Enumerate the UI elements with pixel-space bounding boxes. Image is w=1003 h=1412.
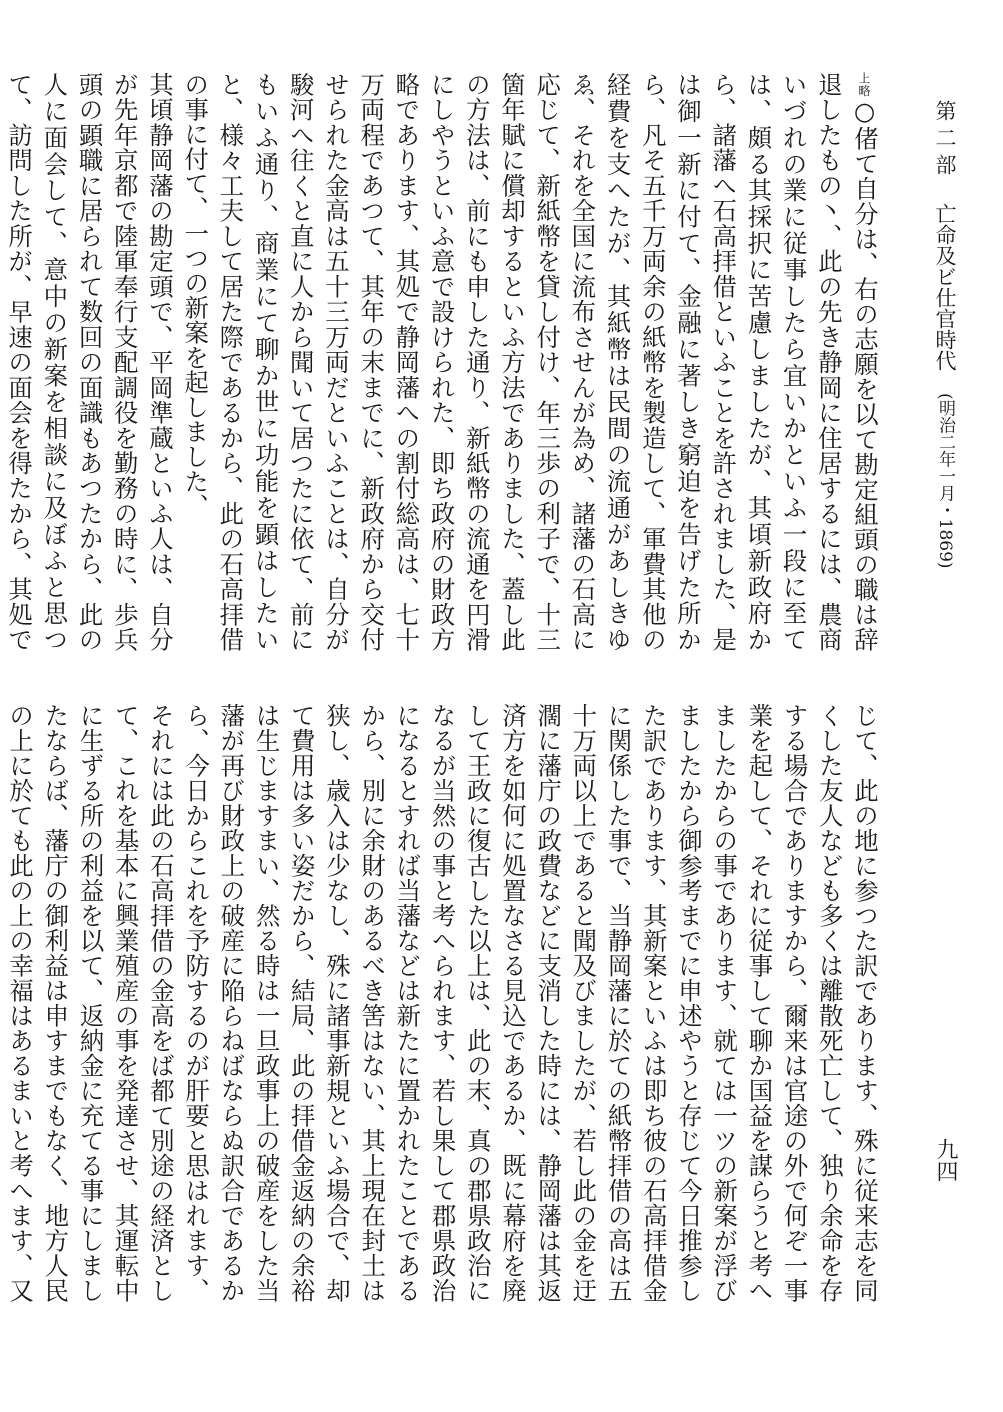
- running-header: [912, 100, 960, 640]
- chapter-title: 亡命及ビ仕官時代: [933, 203, 957, 371]
- paragraph: 其頃静岡藩の勘定頭で、平岡準蔵といふ人は、自分が先年京都で陸軍奉行支配調役を勤務の時に、歩兵頭の顕職に居られて数回の面識もあつたから、此の人に面会して、意中の新案を相談に及ぼふと思つて、訪問した所が、早速の面会を得たから、其処で: [4, 72, 174, 652]
- text-block-lower: [5, 703, 882, 1303]
- paragraph: じて、此の地に参つた訳であります、殊に従来志を同くした友人なども多くは離散死亡して、独り余命を存する場合でありますから、爾来は官途の外で何ぞ一事業を起して、それに従事して聊か国益を謀らうと考へましたからの事であります、就ては一ツの新案が浮びましたから御参考までに申述やうと存じて今日推参した訳であります、其新案といふは即ち彼の石高拝借金に関係した事で、当静岡藩に於ての紙幣拝借の高は五十万両以上であると聞及びましたが、若し此の金を迂濶に藩庁の政費などに支消した時には、静岡藩は其返済方を如何に処置なさる見込であるか、既に幕府を廃して王政に復古した以上は、此の末、真の郡県政治になるが当然の事と考へられます、若し果して郡県政治になるとすれば当藩などは新たに置かれたことであるから、別に余財のあるべき筈はない、其上現在封土は狭し、歳入は少なし、殊に諸事新規といふ場合で、却て費用は多い姿だから、結局、此の拝借金返納の余裕は生じますまい、然る時は一旦政事上の破産をした当藩が再び財政上の破産に陥らねばならぬ訳合であるから、今日からこれを予防するのが肝要と思はれます、それには此の石高拝借の金高をば都て別途の経済として、これを基本に興業殖産の事を発達させ、其運転中に生ずる所の利益を以て、返納金に充てる事にしましたならば、藩庁の御利益は申すまでもなく、地方人民の上に於ても此の上の幸福はあるまいと考へます、又: [5, 703, 879, 1303]
- omission-note: 上略: [857, 72, 871, 97]
- text-block-upper: [4, 72, 882, 653]
- page-number: 九四: [933, 1138, 958, 1182]
- paragraph: 上略○偖て自分は、右の志願を以て勘定組頭の職は辞退したもの丶、此の先き静岡に住居するには、農商いづれの業に従事したら宜いかといふ一段に至ては、頗る其採択に苦慮しましたが、其頃新政府から、諸藩へ石高拝借といふことを許されました、是は御一新に付て、金融に著しき窮迫を告げた所から、凡そ五千万両余の紙幣を製造して、軍費其他の経費を支へたが、其紙幣は民間の流通があしきゆゑ、それを全国に流布させんが為め、諸藩の石高に応じて、新紙幣を貸し付け、年三歩の利子で、十三箇年賦に償却するといふ方法でありました、蓋し此の方法は、前にも申した通り、新紙幣の流通を円滑にしやうといふ意で設けられた、即ち政府の財政方略であります、其処で静岡藩への割付総高は、七十万両程であつて、其年の末までに、新政府から交付せられた金高は五十三万両だといふことは、自分が駿河へ往くと直に人から聞いて居つたに依て、前にもいふ通り、商業にて聊か世に功能を顕はしたいと、様々工夫して居た際であるから、此の石高拝借の事に付て、一つの新案を起しました、: [180, 72, 879, 653]
- era-note: (明治二年一月・1869): [935, 393, 955, 569]
- part-label: 第二部: [933, 100, 957, 181]
